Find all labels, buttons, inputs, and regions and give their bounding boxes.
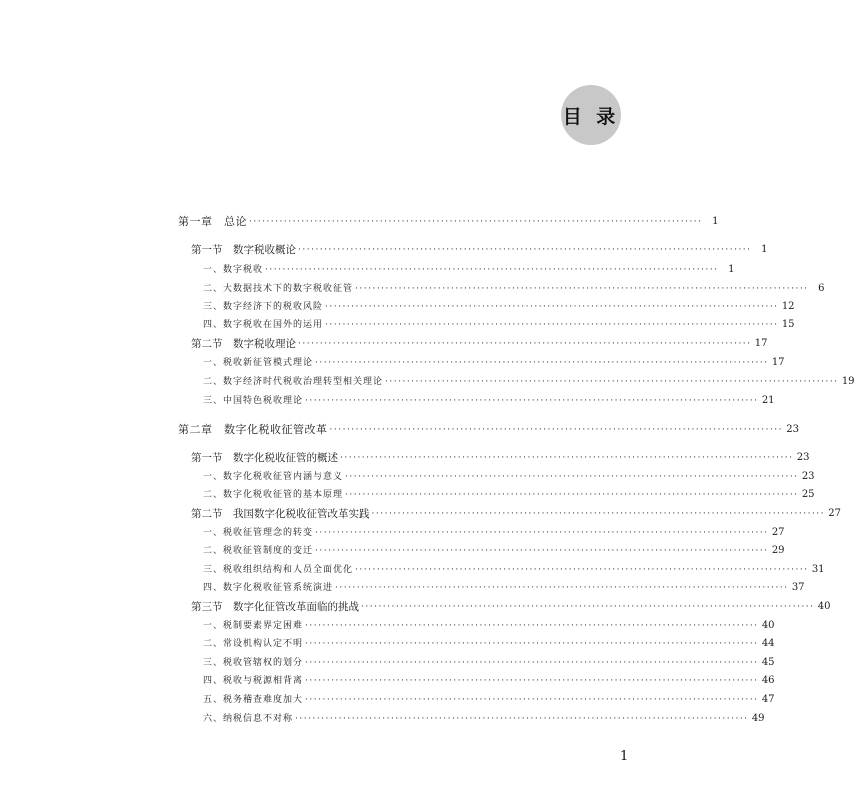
toc-entry-page: 40 bbox=[817, 601, 831, 612]
toc-entry-page: 17 bbox=[771, 357, 785, 368]
toc-entry-item bbox=[203, 543, 785, 559]
toc-entry-label: 一、税收征管理念的转变 bbox=[203, 528, 314, 538]
toc-entry-page: 6 bbox=[818, 283, 825, 294]
toc-dot-leader: ········································································································ bbox=[371, 509, 826, 519]
toc-entry-item bbox=[203, 355, 785, 371]
toc-entry-label: 三、税收管辖权的划分 bbox=[203, 658, 304, 668]
toc-entry-page: 1 bbox=[761, 244, 768, 255]
toc-entry-label: 三、中国特色税收理论 bbox=[203, 396, 304, 406]
toc-entry-page: 23 bbox=[801, 471, 815, 482]
toc-dot-leader: ········································································································ bbox=[315, 358, 769, 368]
toc-entry-item bbox=[203, 673, 775, 689]
toc-dot-leader: ········································································································ bbox=[361, 602, 815, 612]
toc-entry-label: 二、税收征管制度的变迁 bbox=[203, 546, 314, 556]
toc-dot-leader: ········································································································ bbox=[345, 472, 799, 482]
toc-dot-leader: ········································································································ bbox=[325, 302, 779, 312]
toc-entry-item bbox=[203, 317, 795, 333]
toc-entry-label: 一、税制要素界定困难 bbox=[203, 621, 304, 631]
toc-dot-leader: ········································································································ bbox=[295, 714, 749, 724]
toc-dot-leader: ········································································································ bbox=[265, 265, 719, 275]
toc-entry-item bbox=[203, 636, 775, 652]
toc-entry-page: 15 bbox=[781, 319, 795, 330]
toc-dot-leader: ········································································································ bbox=[315, 546, 769, 556]
toc-entry-item bbox=[203, 487, 815, 503]
toc-entry-item bbox=[203, 618, 775, 634]
toc-entry-item bbox=[203, 469, 815, 485]
toc-entry-label: 二、常设机构认定不明 bbox=[203, 639, 304, 649]
toc-entry-page: 23 bbox=[796, 452, 810, 463]
toc-dot-leader: ········································································································ bbox=[305, 658, 759, 668]
toc-entry-label: 第二节 数字税收理论 bbox=[191, 338, 296, 350]
toc-entry-label: 第一节 数字税收概论 bbox=[191, 244, 296, 256]
toc-entry-page: 1 bbox=[728, 264, 735, 275]
toc-entry-label: 三、税收组织结构和人员全面优化 bbox=[203, 565, 354, 575]
toc-entry-page: 1 bbox=[712, 216, 719, 227]
toc-entry-item bbox=[203, 393, 775, 409]
toc-entry-page: 25 bbox=[801, 489, 815, 500]
toc-entry-page: 37 bbox=[791, 582, 805, 593]
toc-dot-leader: ········································································································ bbox=[385, 377, 839, 387]
toc-entry-section bbox=[191, 450, 810, 466]
toc-entry-page: 47 bbox=[761, 694, 775, 705]
toc-entry-label: 二、数字经济时代税收治理转型相关理论 bbox=[203, 377, 384, 387]
toc-entry-page: 45 bbox=[761, 657, 775, 668]
toc-entry-item bbox=[203, 525, 785, 541]
toc-entry-item bbox=[203, 562, 825, 578]
toc-entry-item bbox=[203, 580, 805, 596]
toc-entry-page: 21 bbox=[761, 395, 775, 406]
toc-entry-page: 46 bbox=[761, 675, 775, 686]
toc-entry-label: 一、数字化税收征管内涵与意义 bbox=[203, 472, 344, 482]
toc-entry-page: 49 bbox=[751, 713, 765, 724]
toc-dot-leader: ········································································································ bbox=[249, 217, 703, 227]
toc-entry-chapter bbox=[178, 214, 719, 230]
toc-dot-leader: ········································································································ bbox=[335, 583, 789, 593]
toc-entry-section bbox=[191, 506, 842, 522]
toc-dot-leader: ········································································································ bbox=[305, 396, 759, 406]
toc-entry-page: 40 bbox=[761, 620, 775, 631]
toc-entry-page: 27 bbox=[828, 508, 842, 519]
toc-dot-leader: ········································································································ bbox=[325, 320, 779, 330]
toc-entry-label: 五、税务稽查难度加大 bbox=[203, 695, 304, 705]
toc-entry-label: 二、数字化税收征管的基本原理 bbox=[203, 490, 344, 500]
toc-entry-page: 31 bbox=[811, 564, 825, 575]
toc-entry-page: 17 bbox=[754, 338, 768, 349]
toc-entry-page: 29 bbox=[771, 545, 785, 556]
toc-entry-label: 一、数字税收 bbox=[203, 265, 264, 275]
toc-dot-leader: ········································································································ bbox=[305, 639, 759, 649]
toc-entry-label: 第二节 我国数字化税收征管改革实践 bbox=[191, 508, 370, 520]
toc-entry-section bbox=[191, 336, 768, 352]
toc-entry-label: 第三节 数字化征管改革面临的挑战 bbox=[191, 601, 359, 613]
toc-entry-item bbox=[203, 262, 735, 278]
toc-entry-page: 12 bbox=[781, 301, 795, 312]
toc-entry-page: 23 bbox=[786, 424, 800, 435]
toc-entry-item bbox=[203, 281, 825, 297]
toc-entry-label: 四、税收与税源相背离 bbox=[203, 676, 304, 686]
toc-dot-leader: ········································································································ bbox=[355, 565, 809, 575]
toc-entry-label: 第二章 数字化税收征管改革 bbox=[178, 423, 328, 436]
toc-dot-leader: ········································································································ bbox=[298, 245, 752, 255]
toc-entry-label: 第一章 总论 bbox=[178, 215, 247, 228]
toc-dot-leader: ········································································································ bbox=[329, 425, 784, 435]
toc-entry-label: 第一节 数字化税收征管的概述 bbox=[191, 452, 338, 464]
toc-dot-leader: ········································································································ bbox=[345, 490, 799, 500]
toc-title: 目 录 bbox=[561, 85, 621, 145]
toc-entry-label: 四、数字税收在国外的运用 bbox=[203, 320, 324, 330]
toc-entry-page: 19 bbox=[841, 376, 855, 387]
toc-entry-section bbox=[191, 242, 768, 258]
toc-entry-item bbox=[203, 692, 775, 708]
toc-entry-page: 44 bbox=[761, 638, 775, 649]
toc-dot-leader: ········································································································ bbox=[340, 453, 794, 463]
toc-entry-item bbox=[203, 374, 855, 390]
toc-entry-label: 三、数字经济下的税收风险 bbox=[203, 302, 324, 312]
toc-dot-leader: ········································································································ bbox=[305, 676, 759, 686]
toc-dot-leader: ········································································································ bbox=[315, 528, 769, 538]
toc-dot-leader: ········································································································ bbox=[298, 339, 752, 349]
toc-entry-label: 二、大数据技术下的数字税收征管 bbox=[203, 284, 354, 294]
toc-dot-leader: ········································································································ bbox=[305, 621, 759, 631]
toc-entry-label: 四、数字化税收征管系统演进 bbox=[203, 583, 334, 593]
toc-entry-label: 六、纳税信息不对称 bbox=[203, 714, 294, 724]
toc-entry-section bbox=[191, 599, 831, 615]
toc-entry-item bbox=[203, 711, 765, 727]
toc-entry-item bbox=[203, 299, 795, 315]
toc-entry-page: 27 bbox=[771, 527, 785, 538]
toc-entry-label: 一、税收新征管模式理论 bbox=[203, 358, 314, 368]
toc-entry-chapter bbox=[178, 422, 800, 438]
toc-entry-item bbox=[203, 655, 775, 671]
toc-dot-leader: ········································································································ bbox=[305, 695, 759, 705]
page-number: 1 bbox=[620, 749, 629, 764]
toc-dot-leader: ········································································································ bbox=[355, 284, 809, 294]
